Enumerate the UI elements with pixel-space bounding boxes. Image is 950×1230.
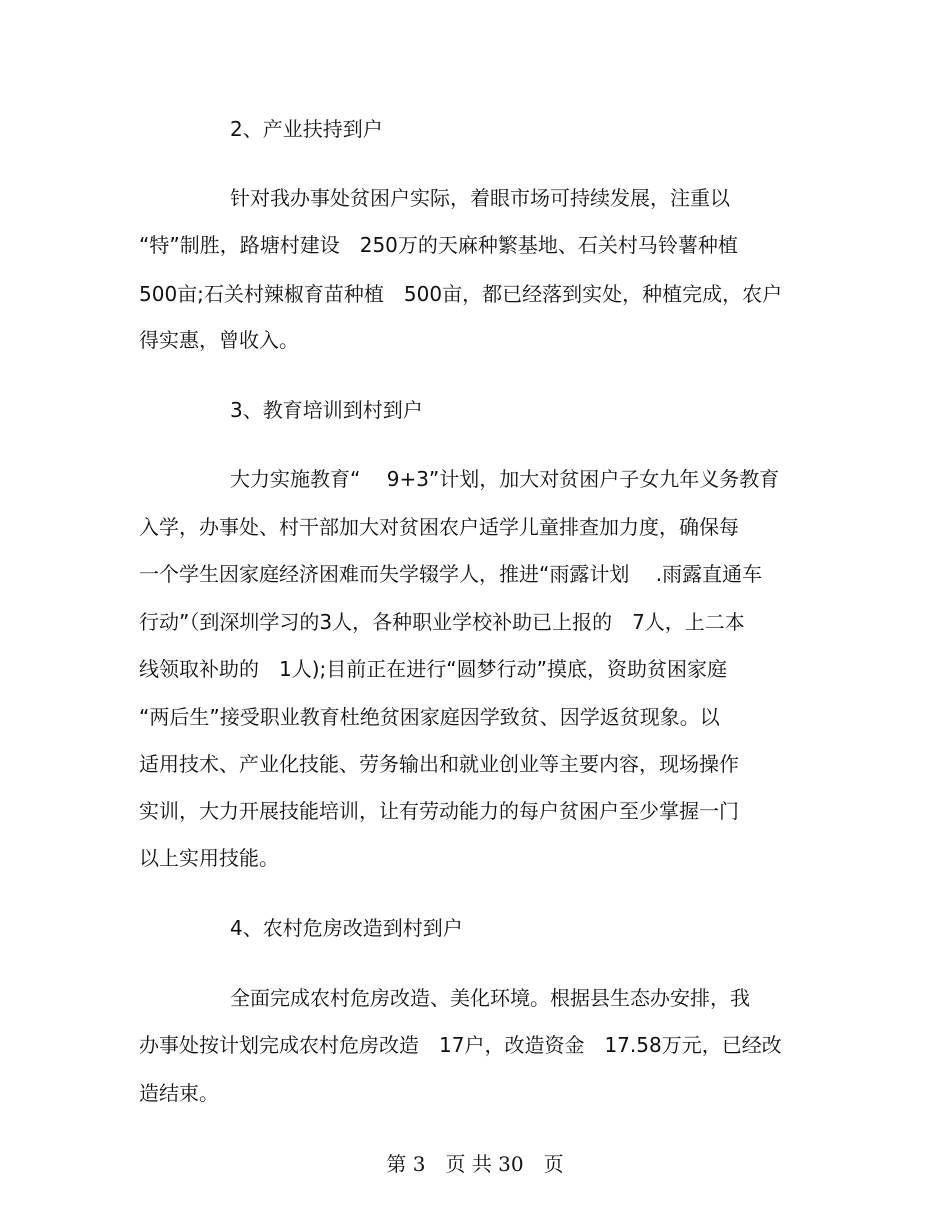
paragraph-line: 得实惠，曾收入。 — [139, 328, 299, 352]
paragraph-line: 实训，大力开展技能培训，让有劳动能力的每户贫困户至少掌握一门 — [139, 799, 739, 823]
paragraph-line: 适用技术、产业化技能、劳务输出和就业创业等主要内容，现场操作 — [139, 752, 739, 776]
paragraph-line: 一个学生因家庭经济困难而失学辍学人，推进“雨露计划 .雨露直通车 — [139, 562, 763, 586]
page-number-footer: 第 3 页 共 30 页 — [386, 1152, 564, 1176]
paragraph-line: 全面完成农村危房改造、美化环境。根据县生态办安排，我 — [230, 986, 750, 1010]
paragraph-line: “特”制胜，路塘村建设 250万的天麻种繁基地、石关村马铃薯种植 — [139, 233, 738, 257]
section-heading-3: 3、教育培训到村到户 — [230, 398, 423, 422]
paragraph-line: 行动”（到深圳学习的3人，各种职业学校补助已上报的 7人，上二本 — [139, 610, 745, 634]
paragraph-line: 入学，办事处、村干部加大对贫困农户适学儿童排查加力度，确保每 — [139, 515, 739, 539]
paragraph-line: 造结束。 — [139, 1081, 219, 1105]
paragraph-line: 大力实施教育“ 9+3”计划，加大对贫困户子女九年义务教育 — [230, 467, 780, 491]
paragraph-line: “两后生”接受职业教育杜绝贫困家庭因学致贫、因学返贫现象。以 — [139, 705, 720, 729]
section-heading-4: 4、农村危房改造到村到户 — [230, 916, 463, 940]
paragraph-line: 以上实用技能。 — [139, 846, 279, 870]
paragraph-line: 针对我办事处贫困户实际，着眼市场可持续发展，注重以 — [230, 186, 730, 210]
paragraph-line: 线领取补助的 1人);目前正在进行“圆梦行动”摸底，资助贫困家庭 — [139, 657, 727, 681]
paragraph-line: 500亩;石关村辣椒育苗种植 500亩，都已经落到实处，种植完成，农户 — [139, 282, 783, 306]
paragraph-line: 办事处按计划完成农村危房改造 17户，改造资金 17.58万元，已经改 — [139, 1033, 782, 1057]
section-heading-2: 2、产业扶持到户 — [230, 117, 383, 141]
